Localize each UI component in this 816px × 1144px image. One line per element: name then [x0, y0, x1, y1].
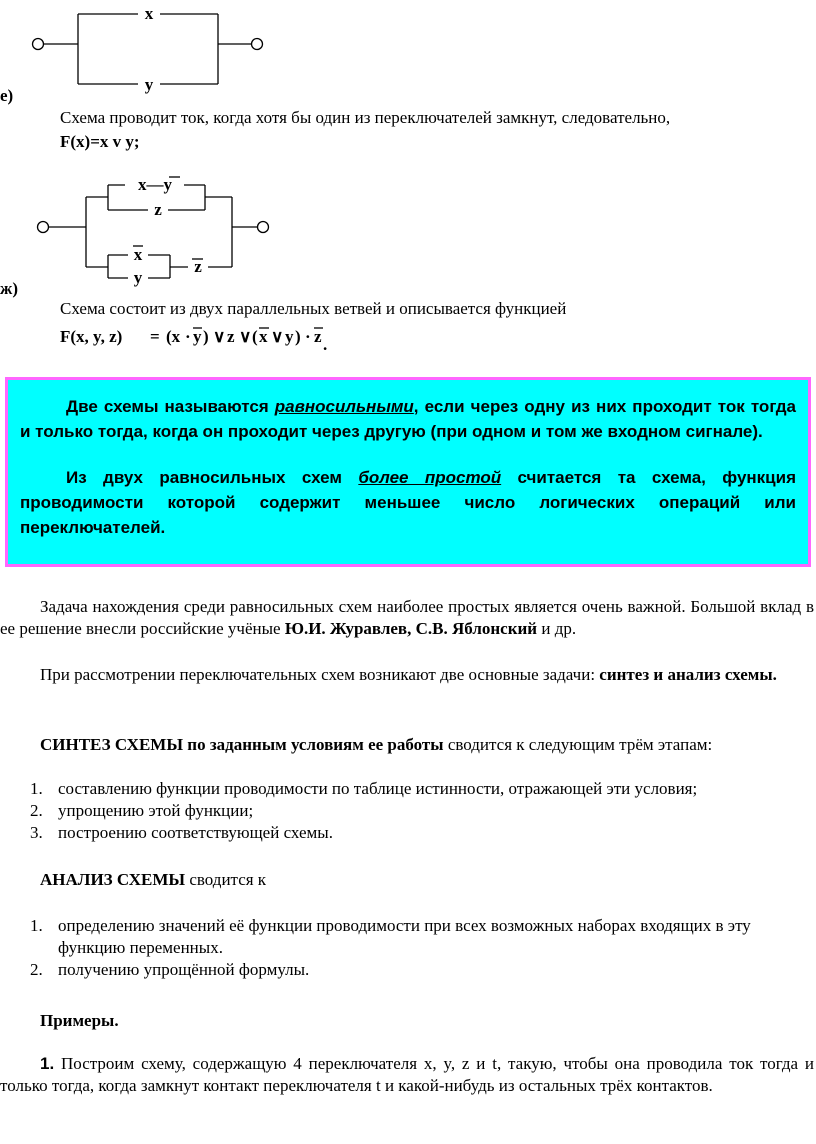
svg-text:): ) — [295, 327, 301, 346]
svg-text:): ) — [203, 327, 209, 346]
scheme-e-formula: F(x)=x v y; — [60, 132, 140, 151]
synthesis-heading: СИНТЕЗ СХЕМЫ по заданным условиям ее работы сводится к следующим трём этапам: — [40, 735, 713, 754]
tasks-paragraph: При рассмотрении переключательных схем возникают две основные задачи: синтез и анализ схемы. — [40, 665, 777, 684]
svg-text:y: y — [285, 327, 294, 346]
scheme-zh-branch2-bottom: y — [133, 268, 143, 287]
analysis-heading: АНАЛИЗ СХЕМЫ сводится к — [40, 870, 267, 889]
analysis-list — [0, 915, 814, 981]
list-item: 1. определению значений её функции проводимости при всех возможных наборах входящих в эту функцию переменных. — [30, 916, 751, 957]
scheme-zh-branch1-bottom: z — [154, 200, 162, 219]
scheme-zh-branch2-series: z — [194, 257, 202, 276]
scheme-e-label: е) — [0, 86, 14, 105]
definition-box — [5, 377, 811, 567]
svg-text:∨: ∨ — [213, 327, 226, 346]
synthesis-list — [0, 778, 814, 844]
scheme-zh-diagram — [0, 170, 300, 290]
scheme-zh-formula — [60, 322, 350, 354]
scheme-zh-branch2-top: x — [133, 245, 143, 264]
scheme-e-top-var: x — [144, 4, 154, 23]
scheme-e-description: Схема проводит ток, когда хотя бы один из переключателей замкнут, следовательно, — [60, 108, 671, 127]
svg-text:x: x — [259, 327, 268, 346]
scheme-e-diagram — [0, 0, 300, 95]
example-1-paragraph: 1. Построим схему, содержащую 4 переключателя x, y, z и t, такую, чтобы она проводила ток тогда и только тогда, когда замкнут контакт переключателя t и какой-нибудь из остальных трёх контактов. — [0, 1054, 814, 1095]
scheme-e-bottom-var: y — [144, 75, 154, 94]
svg-text:z: z — [314, 327, 322, 346]
term-equivalent: равносильными — [274, 397, 414, 416]
scheme-zh-branch1-top: x—y — [138, 175, 172, 194]
svg-text:(: ( — [252, 327, 258, 346]
svg-text:y: y — [193, 327, 202, 346]
definition-equivalent: Две схемы называются равносильными, если через одну из них проходит ток тогда и только тогда, когда он проходит через другую (при одном и том же входном сигнале). — [20, 397, 796, 441]
list-item: 2. упрощению этой функции; — [30, 801, 254, 820]
svg-text:(x: (x — [166, 327, 181, 346]
term-simpler: более простой — [358, 468, 502, 487]
svg-text:·: · — [185, 327, 191, 346]
scheme-zh-description: Схема состоит из двух параллельных ветвей и описывается функцией — [60, 299, 567, 318]
task-paragraph: Задача нахождения среди равносильных схем наиболее простых является очень важной. Большой вклад в ее решение внесли российские учёные Ю.И. Журавлев, С.В. Яблонский и др. — [0, 597, 814, 638]
svg-text:F(x, y, z): F(x, y, z) — [60, 327, 123, 346]
svg-text:∨: ∨ — [239, 327, 252, 346]
examples-title: Примеры. — [40, 1011, 119, 1030]
svg-text:∨: ∨ — [271, 327, 284, 346]
scheme-zh-label: ж) — [0, 279, 18, 298]
list-item: 1. составлению функции проводимости по таблице истинности, отражающей эти условия; — [30, 779, 698, 798]
svg-text:z: z — [227, 327, 235, 346]
svg-text:.: . — [323, 335, 328, 354]
list-item: 3. построению соответствующей схемы. — [30, 823, 333, 842]
list-item: 2. получению упрощённой формулы. — [30, 960, 310, 979]
definition-simpler: Из двух равносильных схем более простой считается та схема, функция проводимости которой содержит меньшее число логических операций или переключателей. — [20, 468, 796, 537]
svg-text:=: = — [150, 327, 160, 346]
svg-text:·: · — [305, 327, 311, 346]
